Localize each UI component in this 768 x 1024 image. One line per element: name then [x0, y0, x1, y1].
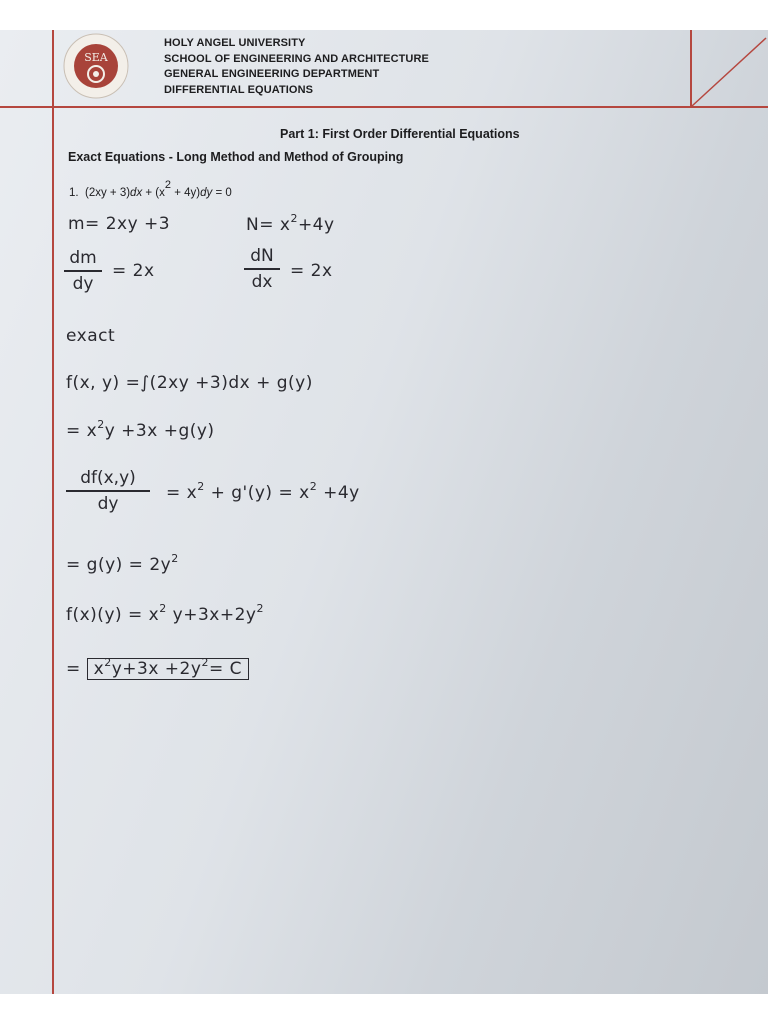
answer-exp1: 2	[104, 656, 112, 669]
problem-term-a: (2xy + 3)	[84, 187, 131, 199]
f-final-exp2: 2	[256, 602, 264, 615]
problem-dx: dx	[130, 187, 143, 199]
df-numerator: df(x,y)	[80, 468, 136, 488]
line2-a: = x	[66, 421, 98, 441]
answer-exp2: 2	[201, 656, 209, 669]
n-def-rest: +4y	[297, 215, 335, 235]
df-dy-fraction	[66, 468, 150, 514]
fraction-bar	[64, 270, 102, 272]
margin-rule	[52, 30, 54, 994]
f-final-line	[66, 602, 264, 625]
integral-line: f(x, y) =∫(2xy +3)dx + g(y)	[66, 373, 313, 393]
problem-exp: 2	[164, 179, 172, 191]
problem-term-d: = 0	[212, 187, 232, 199]
line2-exp: 2	[97, 418, 105, 431]
integrated-line	[66, 418, 215, 441]
header-rule	[0, 106, 768, 108]
problem-dy: dy	[200, 187, 213, 199]
header-department: GENERAL ENGINEERING DEPARTMENT	[164, 68, 380, 80]
problem-number: 1.	[69, 187, 79, 199]
answer-prefix: =	[66, 659, 81, 679]
answer-c: = C	[208, 659, 242, 679]
dn-numerator: dN	[250, 246, 274, 266]
df-c: +4y	[317, 483, 360, 503]
df-value	[166, 480, 360, 503]
seal-text: SEA	[84, 51, 108, 64]
dm-dy-fraction	[64, 248, 102, 294]
exact-label: exact	[66, 326, 116, 346]
fraction-bar	[244, 268, 280, 270]
final-answer-box	[87, 658, 249, 680]
n-def-base: N= x	[246, 215, 291, 235]
problem-statement	[69, 179, 232, 199]
problem-term-c: + 4y)	[171, 187, 201, 199]
dn-denominator: dx	[251, 271, 273, 292]
m-definition: m= 2xy +3	[68, 214, 171, 234]
f-final-exp1: 2	[159, 602, 167, 615]
fraction-bar	[66, 490, 150, 492]
n-definition	[246, 212, 335, 235]
part-title: Part 1: First Order Differential Equations	[280, 127, 520, 141]
df-a: = x	[166, 483, 198, 503]
df-exp1: 2	[197, 480, 205, 493]
line2-b: y +3x +g(y)	[104, 421, 215, 441]
dn-dx-fraction	[244, 246, 280, 292]
df-b: + g'(y) = x	[204, 483, 310, 503]
f-final-b: y+3x+2y	[166, 605, 257, 625]
corner-mark	[690, 30, 768, 108]
header-course: DIFFERENTIAL EQUATIONS	[164, 83, 314, 96]
answer-a: x	[93, 659, 105, 679]
dn-value: = 2x	[290, 261, 333, 281]
dm-numerator: dm	[69, 248, 97, 268]
g-line-exp: 2	[171, 552, 179, 565]
section-title: Exact Equations - Long Method and Method of Grouping	[68, 150, 404, 164]
df-exp2: 2	[309, 480, 318, 493]
university-seal-logo	[62, 32, 130, 100]
df-denominator: dy	[97, 493, 119, 514]
worksheet-page	[0, 30, 768, 994]
dm-value: = 2x	[112, 261, 155, 281]
header-school: SCHOOL OF ENGINEERING AND ARCHITECTURE	[164, 52, 429, 65]
n-def-exp: 2	[290, 212, 298, 225]
g-line-a: = g(y) = 2y	[66, 555, 172, 575]
dm-denominator: dy	[72, 273, 94, 294]
document-header	[164, 36, 429, 98]
f-final-a: f(x)(y) = x	[66, 605, 160, 625]
problem-term-b: + (x	[142, 187, 165, 199]
final-answer-line	[66, 656, 249, 679]
g-line	[66, 552, 179, 575]
header-university: HOLY ANGEL UNIVERSITY	[164, 37, 306, 49]
answer-b: y+3x +2y	[111, 659, 202, 679]
